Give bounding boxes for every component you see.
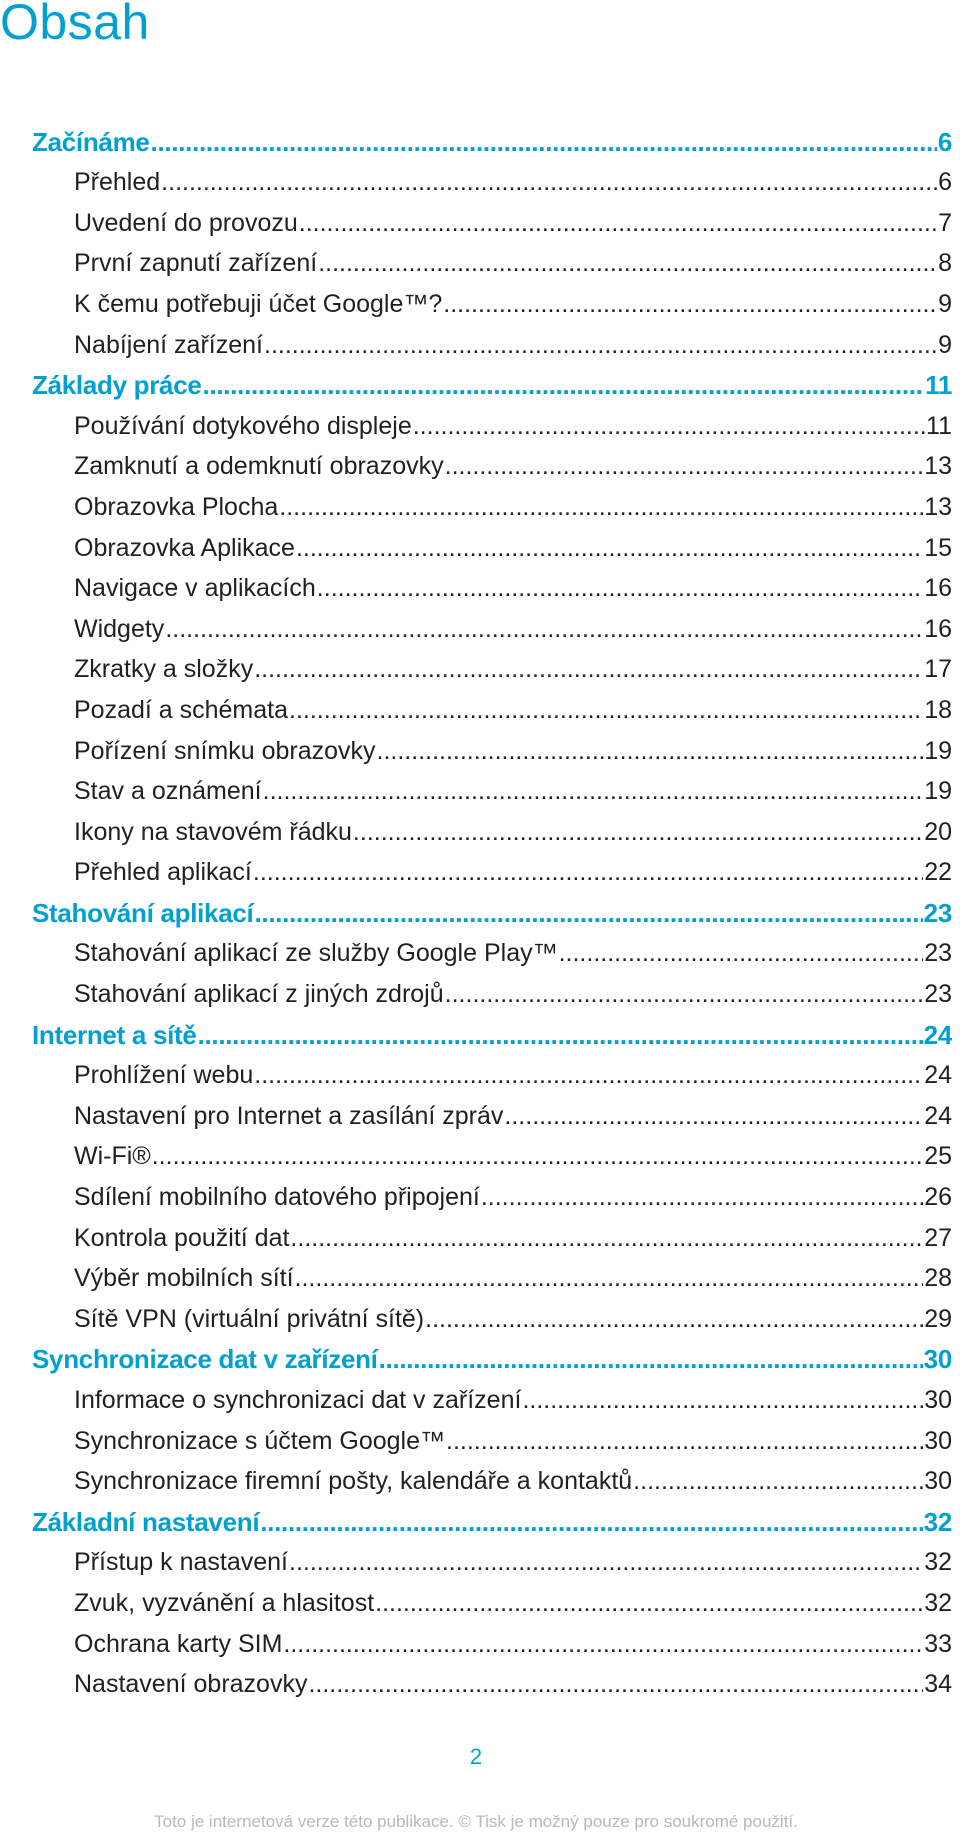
dot-leader <box>279 492 923 522</box>
toc-label: Stahování aplikací <box>32 897 254 928</box>
toc-label: Widgety <box>74 614 165 643</box>
dot-leader <box>289 695 923 725</box>
toc-entry-link[interactable] <box>0 522 952 563</box>
toc-section-link[interactable] <box>0 887 952 928</box>
toc-page-number: 30 <box>924 1426 952 1455</box>
dot-leader <box>283 1629 923 1659</box>
toc-entry-link[interactable] <box>0 278 952 319</box>
page-number: 2 <box>469 1744 483 1769</box>
toc-entry-link[interactable] <box>0 1293 952 1334</box>
dot-leader <box>481 1182 923 1212</box>
toc-page-number: 13 <box>924 452 952 481</box>
toc-page-number: 23 <box>924 939 952 968</box>
toc-entry-link[interactable] <box>0 197 952 238</box>
toc-entry-link[interactable] <box>0 847 952 888</box>
toc-section-link[interactable] <box>0 1334 952 1375</box>
toc-page-number: 15 <box>924 533 952 562</box>
toc-entry-link[interactable] <box>0 400 952 441</box>
toc-page-number: 23 <box>923 897 952 928</box>
toc-page-number: 9 <box>938 289 952 318</box>
toc-label: Přehled aplikací <box>74 858 252 887</box>
toc-page-number: 6 <box>938 168 952 197</box>
dot-leader <box>446 1426 923 1456</box>
dot-leader <box>443 289 937 319</box>
toc-page-number: 30 <box>924 1467 952 1496</box>
toc-entry-link[interactable] <box>0 968 952 1009</box>
toc-label: Obrazovka Aplikace <box>74 533 295 562</box>
toc-entry-link[interactable] <box>0 1090 952 1131</box>
toc-entry-link[interactable] <box>0 766 952 807</box>
toc-label: K čemu potřebuji účet Google™? <box>74 289 443 318</box>
dot-leader <box>504 1101 923 1131</box>
toc-label: Synchronizace dat v zařízení <box>32 1344 378 1375</box>
dot-leader <box>445 451 924 481</box>
toc-page-number: 32 <box>924 1548 952 1577</box>
toc-label: Stav a oznámení <box>74 777 262 806</box>
toc-page-number: 24 <box>924 1061 952 1090</box>
toc-entry-link[interactable] <box>0 563 952 604</box>
dot-leader <box>254 1060 923 1090</box>
toc-label: Obrazovka Plocha <box>74 492 279 521</box>
toc-entry-link[interactable] <box>0 1131 952 1172</box>
toc-label: Pozadí a schémata <box>74 695 289 724</box>
dot-leader <box>198 1020 923 1050</box>
toc-entry-link[interactable] <box>0 806 952 847</box>
toc-page-number: 16 <box>924 574 952 603</box>
toc-label: Zamknutí a odemknutí obrazovky <box>74 452 444 481</box>
toc-entry-link[interactable] <box>0 1618 952 1659</box>
toc-label: Pořízení snímku obrazovky <box>74 736 376 765</box>
toc-label: Základní nastavení <box>32 1506 260 1537</box>
toc-label: Nastavení pro Internet a zasílání zpráv <box>74 1101 504 1130</box>
toc-page-number: 30 <box>923 1344 952 1375</box>
toc-page-number: 32 <box>923 1506 952 1537</box>
toc-label: Ikony na stavovém řádku <box>74 817 352 846</box>
dot-leader <box>633 1466 923 1496</box>
dot-leader <box>445 979 924 1009</box>
toc-label: Kontrola použití dat <box>74 1223 290 1252</box>
toc-section-link[interactable] <box>0 360 952 401</box>
toc-page-number: 26 <box>924 1183 952 1212</box>
toc-page-number: 19 <box>924 736 952 765</box>
dot-leader <box>559 938 924 968</box>
toc-entry-link[interactable] <box>0 684 952 725</box>
dot-leader <box>318 248 937 278</box>
toc-label: Ochrana karty SIM <box>74 1629 283 1658</box>
toc-entry-link[interactable] <box>0 644 952 685</box>
dot-leader <box>353 817 923 847</box>
toc-label: Stahování aplikací ze služby Google Play™ <box>74 939 558 968</box>
dot-leader <box>289 1547 923 1577</box>
toc-page-number: 27 <box>924 1223 952 1252</box>
dot-leader <box>152 1141 923 1171</box>
toc-label: Informace o synchronizaci dat v zařízení <box>74 1386 522 1414</box>
toc-page-number: 34 <box>924 1670 952 1699</box>
toc-page-number: 25 <box>924 1142 952 1171</box>
toc-page-number: 17 <box>924 655 952 684</box>
dot-leader <box>317 573 923 603</box>
dot-leader <box>379 1344 923 1374</box>
dot-leader <box>375 1588 923 1618</box>
toc-entry-link[interactable] <box>0 1456 952 1497</box>
dot-leader <box>161 167 937 197</box>
toc-page-number: 33 <box>924 1629 952 1658</box>
toc-page-number: 24 <box>924 1101 952 1130</box>
toc-page-number: 23 <box>924 980 952 1009</box>
toc-label: Nastavení obrazovky <box>74 1670 308 1699</box>
toc-entry-link[interactable] <box>0 1415 952 1456</box>
toc-label: Přehled <box>74 168 161 197</box>
toc-page-number: 19 <box>924 777 952 806</box>
dot-leader <box>263 776 924 806</box>
dot-leader <box>165 614 923 644</box>
toc-entry-link[interactable] <box>0 157 952 198</box>
toc-page-number: 22 <box>924 858 952 887</box>
toc-label: Základy práce <box>32 370 202 401</box>
toc-page-number: 20 <box>924 817 952 846</box>
table-of-contents <box>0 116 952 1699</box>
page-title: Obsah <box>0 0 150 50</box>
footer-note: Toto je internetová verze této publikace. © Tisk je možný pouze pro soukromé použití. <box>154 1812 798 1831</box>
toc-label: Synchronizace firemní pošty, kalendáře a kontaktů <box>74 1467 633 1496</box>
toc-section-link[interactable] <box>0 1009 952 1050</box>
toc-label: Používání dotykového displeje <box>74 411 412 440</box>
toc-page-number: 11 <box>925 370 952 401</box>
toc-entry-link[interactable] <box>0 725 952 766</box>
toc-entry-link[interactable] <box>0 1577 952 1618</box>
toc-entry-link[interactable] <box>0 481 952 522</box>
dot-leader <box>290 1223 923 1253</box>
toc-label: Sítě VPN (virtuální privátní sítě) <box>74 1304 425 1333</box>
toc-label: Wi-Fi® <box>74 1142 151 1171</box>
toc-page-number: 32 <box>924 1588 952 1617</box>
toc-page-number: 24 <box>923 1019 952 1050</box>
dot-leader <box>377 736 924 766</box>
toc-page-number: 30 <box>924 1386 952 1414</box>
toc-section-link[interactable] <box>0 116 952 157</box>
dot-leader <box>203 370 925 400</box>
toc-page-number: 8 <box>938 249 952 278</box>
toc-page-number: 28 <box>924 1264 952 1293</box>
toc-page-number: 6 <box>937 126 952 157</box>
toc-entry-link[interactable] <box>0 238 952 279</box>
toc-entry-link[interactable] <box>0 1050 952 1091</box>
toc-page-number: 18 <box>924 695 952 724</box>
toc-label: Výběr mobilních sítí <box>74 1264 294 1293</box>
dot-leader <box>522 1385 923 1415</box>
toc-page-number: 29 <box>924 1304 952 1333</box>
dot-leader <box>254 654 923 684</box>
toc-label: Přístup k nastavení <box>74 1548 289 1577</box>
toc-label: Začínáme <box>32 126 150 157</box>
toc-entry-link[interactable] <box>0 1212 952 1253</box>
toc-entry-link[interactable] <box>0 441 952 482</box>
dot-leader <box>253 857 923 887</box>
toc-page-number: 11 <box>926 411 952 440</box>
dot-leader <box>308 1669 923 1699</box>
toc-entry-link[interactable] <box>0 928 952 969</box>
toc-label: Internet a sítě <box>32 1019 197 1050</box>
dot-leader <box>295 1263 924 1293</box>
toc-page-number: 9 <box>938 330 952 359</box>
toc-entry-link[interactable] <box>0 1253 952 1294</box>
dot-leader <box>296 533 923 563</box>
toc-label: Nabíjení zařízení <box>74 330 263 359</box>
dot-leader <box>299 208 937 238</box>
dot-leader <box>260 1507 922 1537</box>
toc-entry-link[interactable] <box>0 603 952 644</box>
toc-page-number: 13 <box>924 492 952 521</box>
toc-label: Zvuk, vyzvánění a hlasitost <box>74 1588 375 1617</box>
toc-page-number: 7 <box>938 208 952 237</box>
dot-leader <box>264 330 937 360</box>
toc-entry-link[interactable] <box>0 1171 952 1212</box>
dot-leader <box>151 127 937 157</box>
toc-entry-link[interactable] <box>0 319 952 360</box>
toc-section-link[interactable] <box>0 1496 952 1537</box>
toc-label: Stahování aplikací z jiných zdrojů <box>74 980 444 1009</box>
toc-label: Prohlížení webu <box>74 1061 254 1090</box>
dot-leader <box>425 1304 923 1334</box>
toc-label: Navigace v aplikacích <box>74 574 316 603</box>
toc-entry-link[interactable] <box>0 1374 952 1415</box>
toc-label: Zkratky a složky <box>74 655 254 684</box>
toc-label: Synchronizace s účtem Google™ <box>74 1426 446 1455</box>
toc-entry-link[interactable] <box>0 1659 952 1700</box>
toc-entry-link[interactable] <box>0 1537 952 1578</box>
dot-leader <box>254 898 922 928</box>
toc-label: První zapnutí zařízení <box>74 249 318 278</box>
toc-label: Sdílení mobilního datového připojení <box>74 1183 480 1212</box>
toc-page-number: 16 <box>924 614 952 643</box>
dot-leader <box>413 411 925 441</box>
toc-label: Uvedení do provozu <box>74 208 298 237</box>
